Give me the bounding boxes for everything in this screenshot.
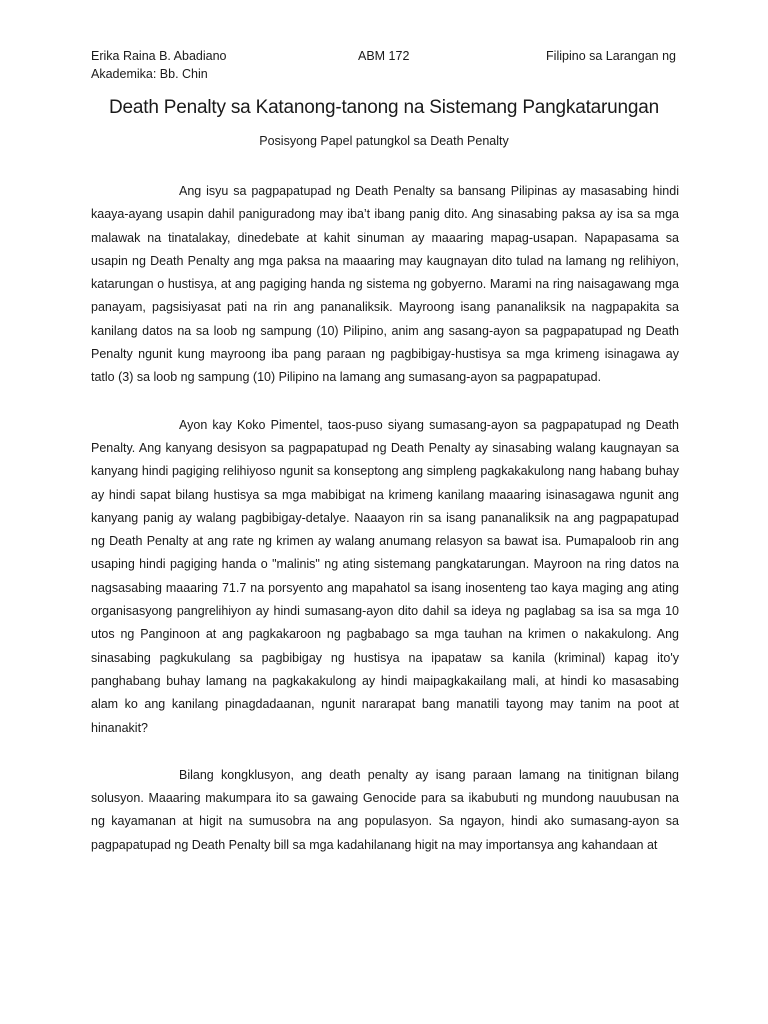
paragraph: Ayon kay Koko Pimentel, taos-puso siyang sumasang-ayon sa pagpapatupad ng Death Penalty. Ang kanyang desisyon sa pagpapatupad ng Death Penalty ay sinasabing walang kaugnayan sa kanyang hindi pagiging relihiyoso ngunit sa konseptong ang simpleng pagkakakulong nang habang buhay ay hindi sapat bilang hustisya sa mga mabibigat na krimeng kanilang maaaring isinasagawa ngunit ang kanyang panig ay walang pagbibigay-detalye. Naaayon rin sa isang pananaliksik na ang pagpapatupad ng Death Penalty at ang rate ng krimen ay walang anumang relasyon sa bawat isa. Pumapaloob rin ang usaping hindi pagiging handa o "malinis" ng ating sistemang pangkatarungan. Mayroon na ring datos na nagsasabing maaaring 71.7 na porsyento ang mapahatol sa isang inosenteng tao kaya maging ang ating organisasyong pangrelihiyon ay hindi sumasang-ayon dito dahil sa ideya ng paglabag sa isa sa mga 10 utos ng Panginoon at ang pagkakaroon ng pagbabago sa mga tauhan na krimen o nakakulong. Ang sinasabing pagkukulang sa pagbibigay ng hustisya na ipapataw sa kanila (kriminal) kapag ito'y panghabang buhay lamang na pagkakakulong ay hindi maipagkakailang mali, at hindi ko masasabing alam ko ang kanilang pinagdadaanan, ngunit nararapat bang manatili tayong may tanim na poot at hinanakit? [91,417,679,735]
course-code: ABM 172 [358,49,410,63]
paragraph: Bilang kongklusyon, ang death penalty ay isang paraan lamang na tinitignan bilang solusyon. Maaaring makumpara ito sa gawaing Genocide para sa ikabubuti ng mundong nauubusan na ng kayamanan at higit na sumusobra na ang populasyon. Sa ngayon, hindi ako sumasang-ayon sa pagpapatupad ng Death Penalty bill sa mga kadahilanang higit na may importansya ang kahandaan at [91,767,679,852]
author-name: Erika Raina B. Abadiano [91,49,227,63]
subject-line-2: Akademika: Bb. Chin [91,67,208,81]
document-body [91,180,679,881]
document-subtitle: Posisyong Papel patungkol sa Death Penalty [259,134,509,148]
document-title: Death Penalty sa Katanong-tanong na Sistemang Pangkatarungan [109,97,659,118]
paragraph: Ang isyu sa pagpapatupad ng Death Penalty sa bansang Pilipinas ay masasabing hindi kaaya-ayang usapin dahil paniguradong may iba’t ibang panig dito. Ang sinasabing paksa ay isa sa mga malawak na tinatalakay, dinedebate at kahit sinuman ay maaaring mapag-usapan. Napapasama sa usapin ng Death Penalty ang mga paksa na maaaring may kaugnayan dito tulad na lamang ng relihiyon, katarungan o hustisya, at ang pagiging handa ng sistema ng gobyerno. Marami na ring naisagawang mga panayam, pagsisiyasat pati na rin ang pananaliksik. Mayroong isang pananaliksik na nagpapakita sa kanilang datos na sa loob ng sampung (10) Pilipino, anim ang sasang-ayon sa pagpapatupad ng Death Penalty ngunit kung mayroong iba pang paraan ng pagbibigay-hustisya sa mga krimeng isinagawa ay tatlo (3) sa loob ng sampung (10) Pilipino na lamang ang sumasang-ayon sa pagpapatupad. [91,184,679,385]
document-header [91,47,676,83]
subject-line-1: Filipino sa Larangan ng [546,49,676,63]
